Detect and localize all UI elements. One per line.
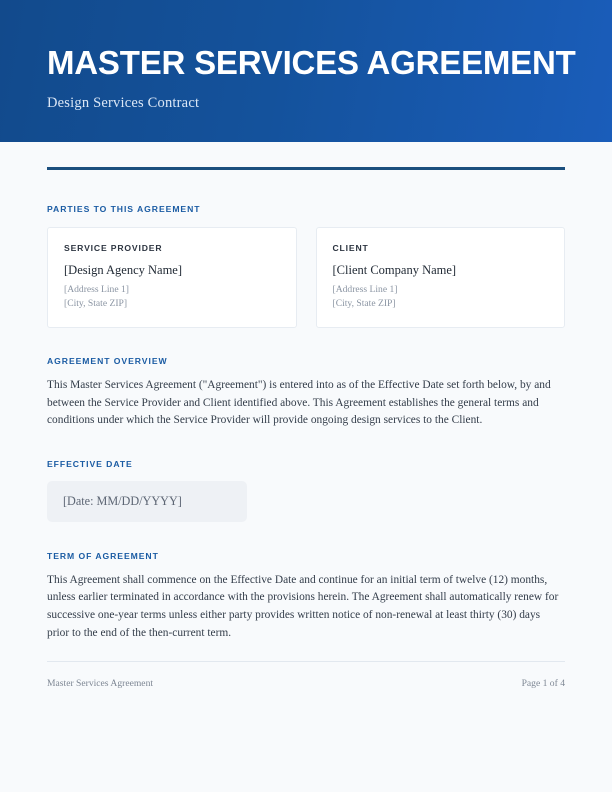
party-card-address-line-1: [Address Line 1] bbox=[64, 284, 130, 295]
page-subtitle: Design Services Contract bbox=[47, 95, 200, 111]
accent-divider bbox=[47, 167, 565, 170]
section-heading-parties: PARTIES TO THIS AGREEMENT bbox=[47, 204, 201, 214]
party-card-label: CLIENT bbox=[332, 243, 369, 253]
footer-page-number: Page 1 of 4 bbox=[521, 678, 565, 689]
section-heading-effective-date: EFFECTIVE DATE bbox=[47, 458, 133, 469]
effective-date-field[interactable] bbox=[47, 481, 247, 522]
parties-card-group bbox=[47, 227, 565, 328]
party-card-label: SERVICE PROVIDER bbox=[64, 243, 163, 253]
section-parties bbox=[47, 204, 565, 328]
section-agreement-overview bbox=[47, 356, 565, 430]
section-heading-term: TERM OF AGREEMENT bbox=[47, 550, 159, 561]
section-effective-date bbox=[47, 459, 565, 522]
party-card-service-provider bbox=[47, 227, 297, 328]
party-card-address-line-1: [Address Line 1] bbox=[332, 284, 398, 295]
footer-divider bbox=[47, 661, 565, 662]
effective-date-value: [Date: MM/DD/YYYY] bbox=[63, 493, 182, 508]
document-footer bbox=[47, 661, 565, 689]
section-heading-overview: AGREEMENT OVERVIEW bbox=[47, 356, 168, 366]
document-body bbox=[0, 167, 612, 792]
footer-document-name: Master Services Agreement bbox=[47, 678, 154, 689]
party-card-address-line-2: [City, State ZIP] bbox=[64, 297, 128, 309]
section-term-of-agreement bbox=[47, 551, 565, 642]
term-paragraph: This Agreement shall commence on the Effective Date and continue for an initial term of twelve (12) months, unless earlier terminated in accordance with the provisions herein. The Agreement shall automatically renew for successive one-year terms unless either party provides written notice of non-renewal at least thirty (30) days prior to the end of the then-current term. bbox=[47, 573, 559, 639]
document-header-banner bbox=[0, 0, 612, 142]
party-card-name: [Design Agency Name] bbox=[64, 263, 183, 277]
party-card-client bbox=[316, 227, 566, 328]
overview-paragraph: This Master Services Agreement ("Agreement") is entered into as of the Effective Date set forth below, by and between the Service Provider and Client identified above. This Agreement establishes the general terms and conditions under which the Service Provider will provide ongoing design services to the Client. bbox=[47, 379, 551, 427]
party-card-address-line-2: [City, State ZIP] bbox=[332, 297, 396, 309]
party-card-name: [Client Company Name] bbox=[332, 263, 457, 277]
header-text-block bbox=[47, 44, 576, 112]
page-title: MASTER SERVICES AGREEMENT bbox=[47, 44, 576, 81]
footer-row bbox=[47, 678, 565, 689]
